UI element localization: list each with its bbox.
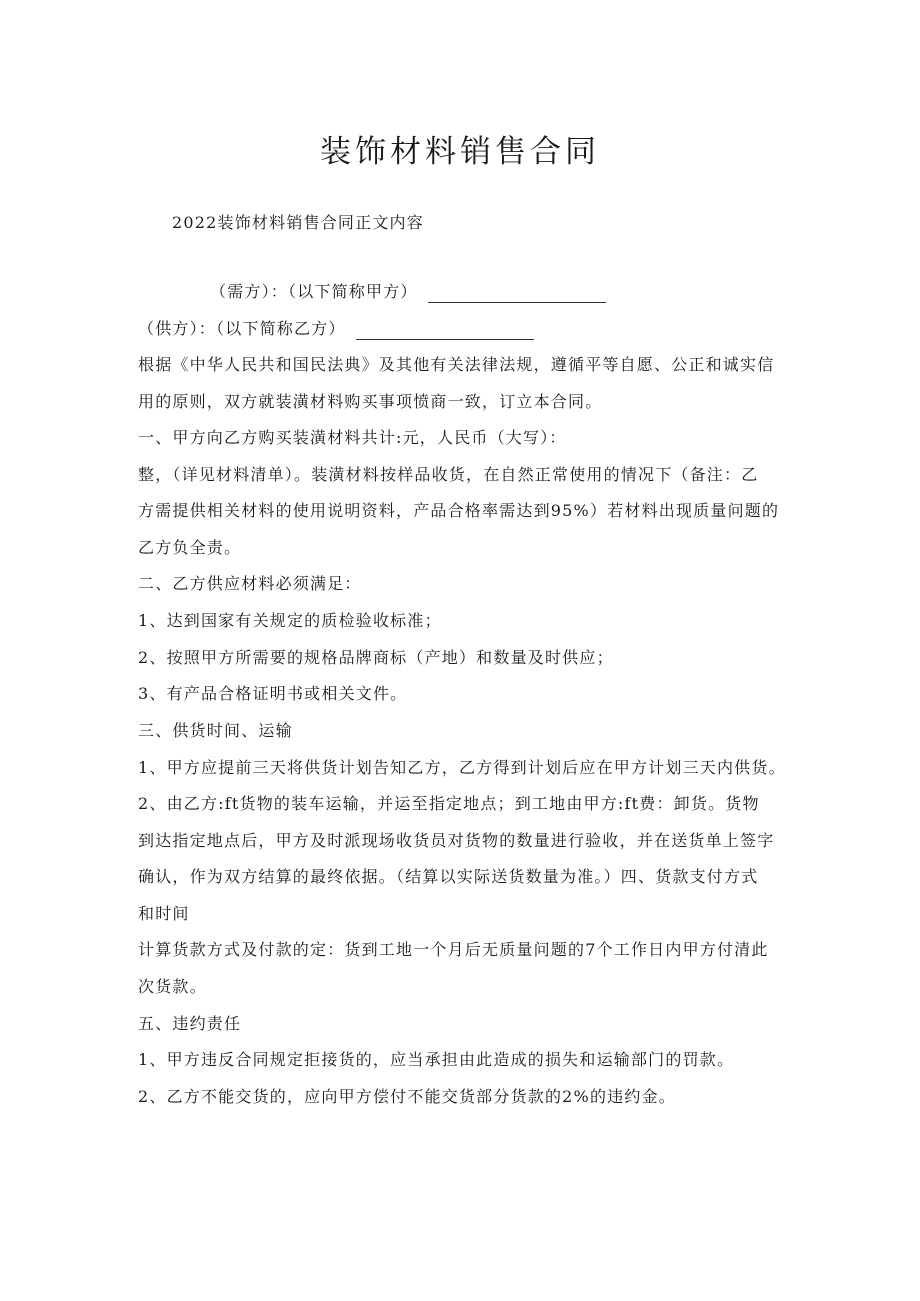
paragraph-line: 计算货款方式及付款的定：货到工地一个月后无质量问题的7个工作日内甲方付清此 xyxy=(138,940,769,959)
paragraph-line: 到达指定地点后，甲方及时派现场收货员对货物的数量进行验收，并在送货单上签字 xyxy=(138,831,775,850)
paragraph-line: 乙方负全责。 xyxy=(138,538,242,557)
party-b-blank xyxy=(356,323,534,340)
contract-title: 装饰材料销售合同 xyxy=(320,134,600,170)
list-item: 2、由乙方:ft货物的装车运输，并运至指定地点；到工地由甲方:ft费：卸货。货物 xyxy=(138,794,760,813)
list-item: 1、甲方违反合同规定拒接货的，应当承担由此造成的损失和运输部门的罚款。 xyxy=(138,1050,735,1069)
subtitle: 2022装饰材料销售合同正文内容 xyxy=(172,213,424,232)
paragraph-line: 方需提供相关材料的使用说明资料，产品合格率需达到95%）若材料出现质量问题的 xyxy=(138,501,780,520)
section-heading: 二、乙方供应材料必须满足： xyxy=(138,574,362,593)
paragraph-line: 一、甲方向乙方购买装潢材料共计:元，人民币（大写）： xyxy=(138,428,567,447)
list-item: 3、有产品合格证明书或相关文件。 xyxy=(138,684,408,703)
party-b-line xyxy=(138,318,778,340)
party-a-label: （需方）：（以下简称甲方） xyxy=(210,282,418,301)
list-item: 1、甲方应提前三天将供货计划告知乙方，乙方得到计划后应在甲方计划三天内供货。 xyxy=(138,758,786,777)
paragraph-line: 和时间 xyxy=(138,904,190,923)
list-item: 1、达到国家有关规定的质检验收标准； xyxy=(138,611,442,630)
paragraph-line: 整，（详见材料清单）。装潢材料按样品收货，在自然正常使用的情况下（备注：乙 xyxy=(138,465,759,484)
list-item: 2、按照甲方所需要的规格品牌商标（产地）和数量及时供应； xyxy=(138,648,614,667)
paragraph-line: 用的原则，双方就装潢材料购买事项愤商一致，订立本合同。 xyxy=(138,392,603,411)
party-a-blank xyxy=(428,286,606,303)
paragraph-line: 次货款。 xyxy=(138,977,207,996)
party-a-line xyxy=(210,281,850,303)
section-heading: 三、供货时间、运输 xyxy=(138,721,293,740)
paragraph-line: 确认，作为双方结算的最终依据。（结算以实际送货数量为准。）四、货款支付方式 xyxy=(138,867,759,886)
paragraph-line: 根据《中华人民共和国民法典》及其他有关法律法规，遵循平等自愿、公正和诚实信 xyxy=(138,355,775,374)
section-heading: 五、违约责任 xyxy=(138,1014,242,1033)
list-item: 2、乙方不能交货的，应向甲方偿付不能交货部分货款的2%的违约金。 xyxy=(138,1087,676,1106)
party-b-label: （供方）：（以下简称乙方） xyxy=(138,319,346,338)
